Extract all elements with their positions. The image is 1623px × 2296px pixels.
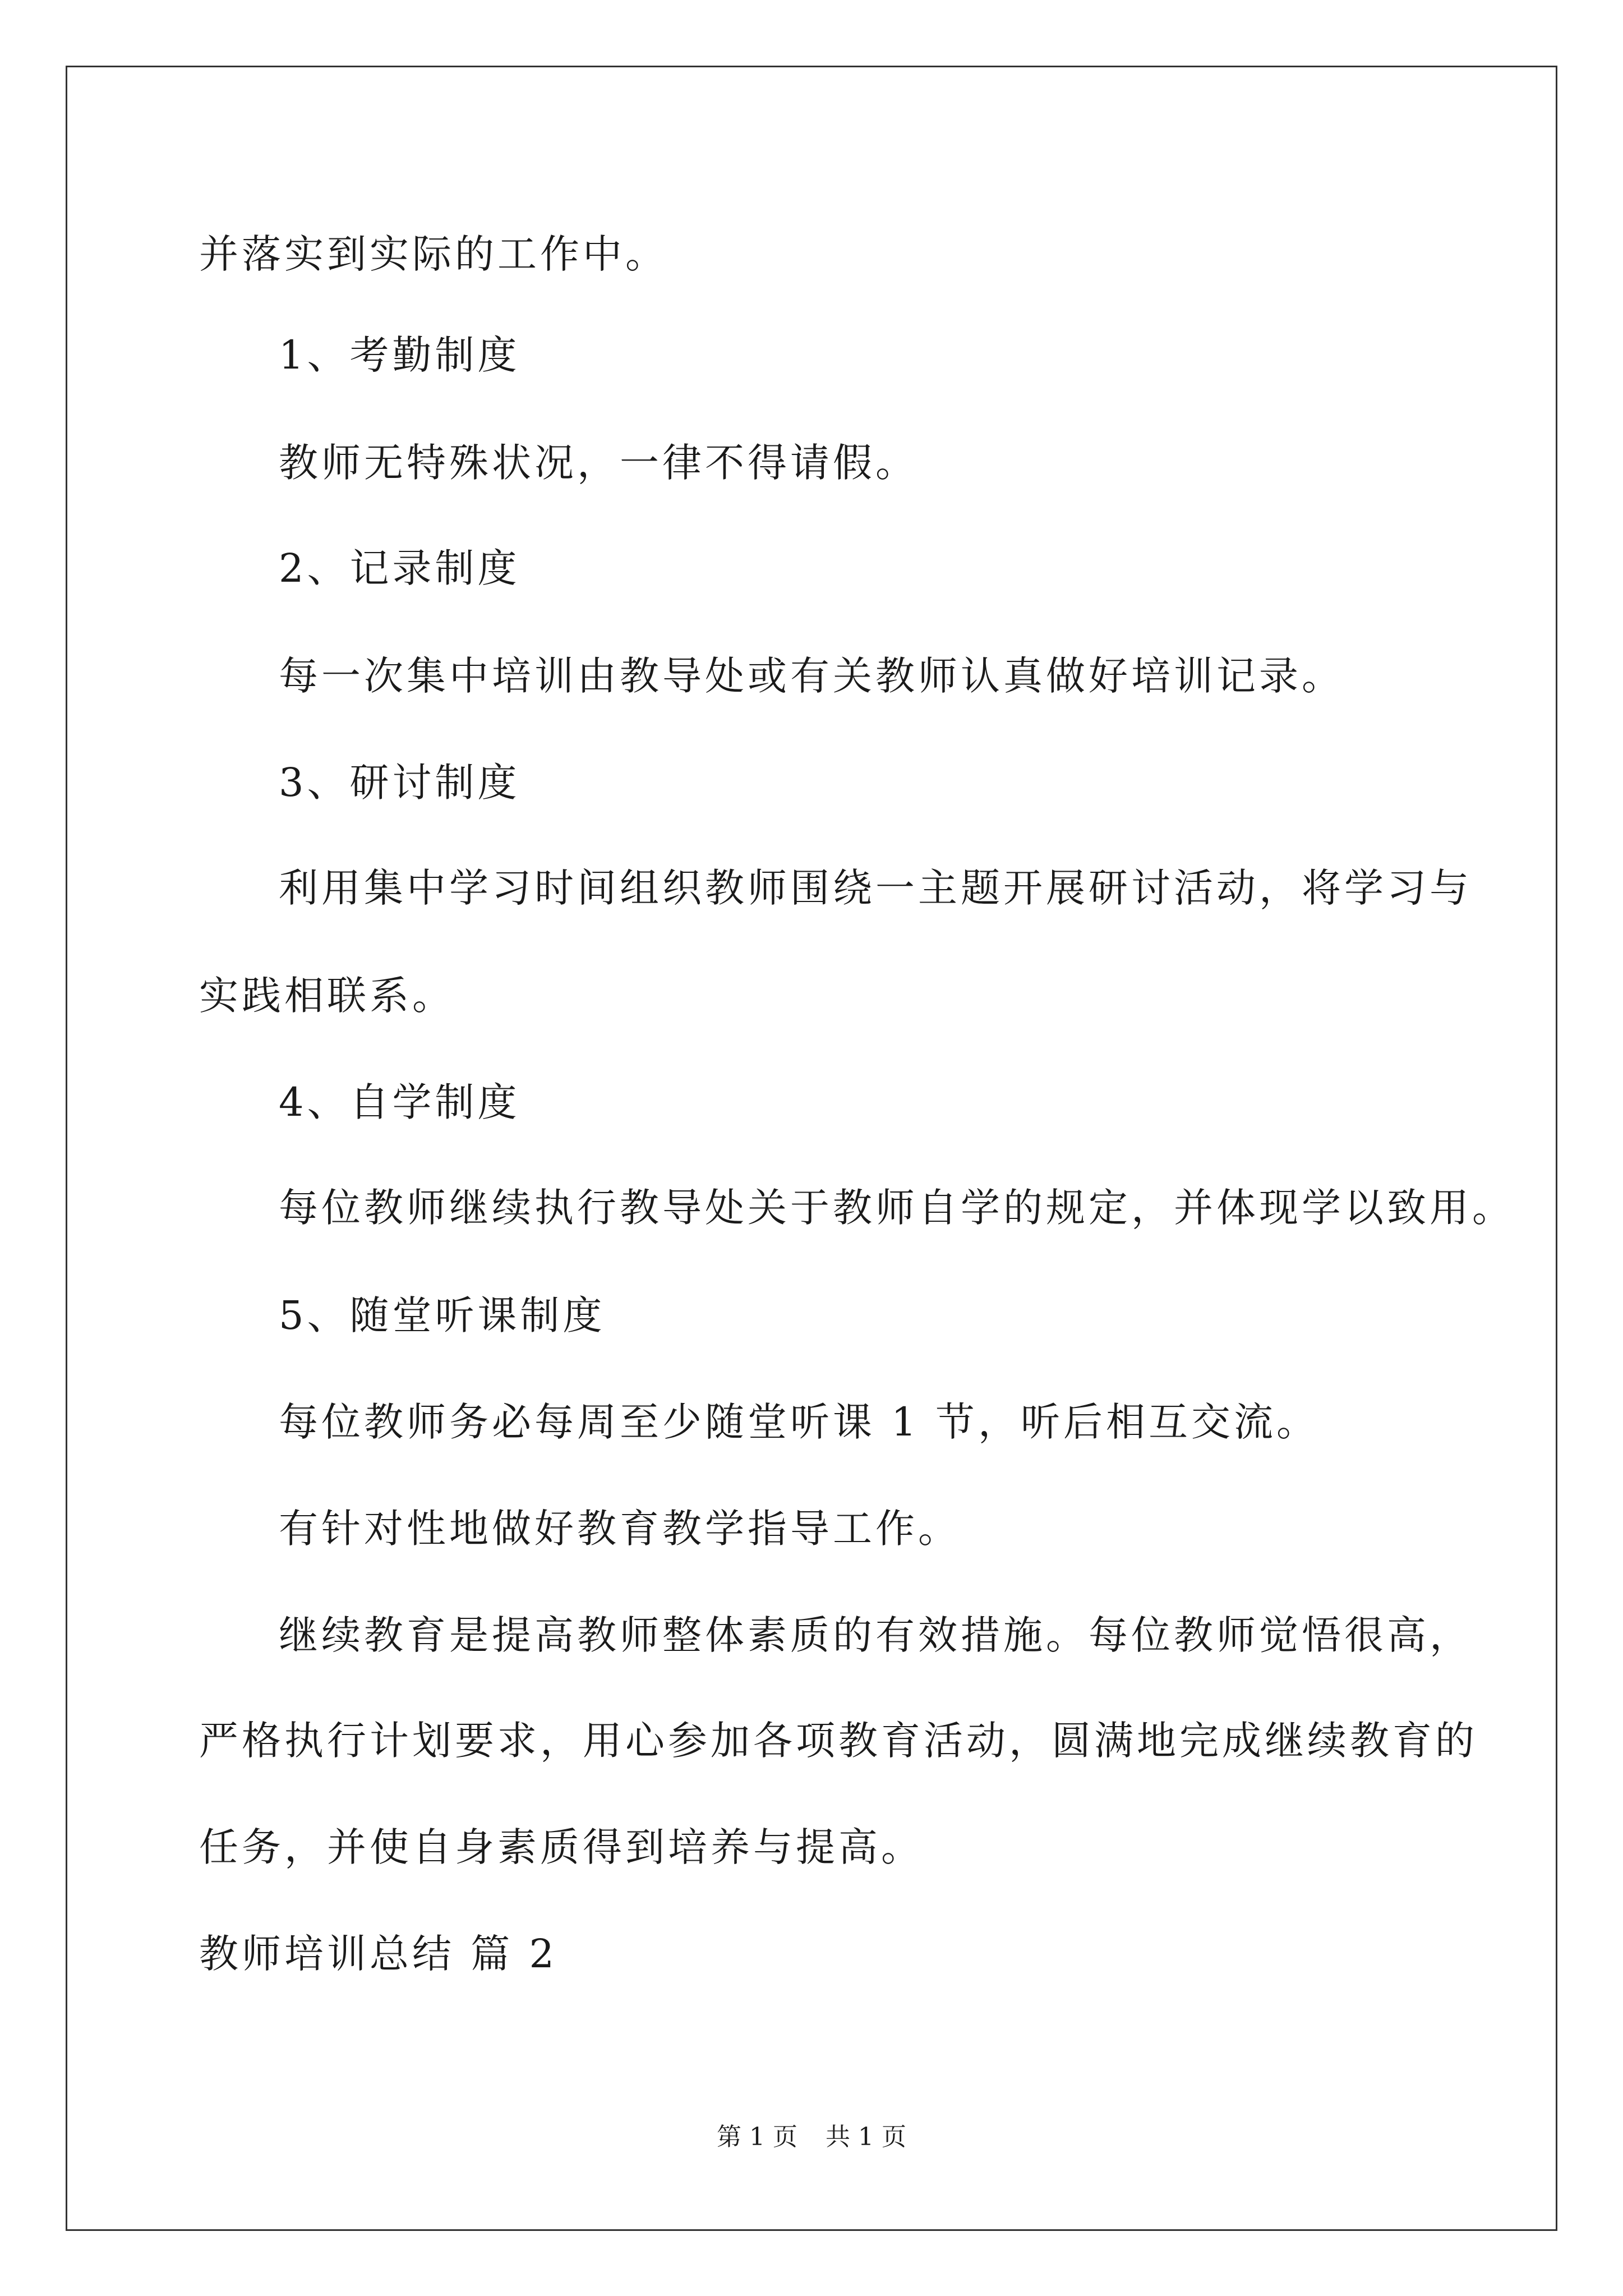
section-heading-self-study: 4、自学制度 (279, 1079, 520, 1125)
page-frame (66, 66, 1557, 2231)
paragraph-seminar-line-2: 实践相联系。 (199, 973, 455, 1019)
section-heading-records: 2、记录制度 (279, 545, 520, 591)
text-line-continuation: 并落实到实际的工作中。 (199, 231, 668, 277)
section-heading-attendance: 1、考勤制度 (279, 332, 520, 378)
section-heading-lesson-observation: 5、随堂听课制度 (279, 1292, 606, 1338)
section-heading-seminar: 3、研讨制度 (279, 760, 520, 806)
paragraph-attendance: 教师无特殊状况，一律不得请假。 (279, 440, 918, 486)
page-footer (0, 2125, 1623, 2150)
paragraph-self-study: 每位教师继续执行教导处关于教师自学的规定，并体现学以致用。 (279, 1185, 1515, 1231)
paragraph-summary-line-3: 任务，并使自身素质得到培养与提高。 (199, 1824, 924, 1870)
page-number-current: 第 1 页 (717, 2123, 797, 2151)
next-section-title: 教师培训总结 篇 2 (199, 1931, 558, 1977)
paragraph-seminar-line-1: 利用集中学习时间组织教师围绕一主题开展研讨活动，将学习与 (279, 865, 1472, 911)
paragraph-summary-line-1: 继续教育是提高教师整体素质的有效措施。每位教师觉悟很高， (279, 1612, 1472, 1658)
paragraph-summary-line-2: 严格执行计划要求，用心参加各项教育活动，圆满地完成继续教育的 (199, 1718, 1478, 1764)
paragraph-guidance: 有针对性地做好教育教学指导工作。 (279, 1506, 961, 1552)
paragraph-records: 每一次集中培训由教导处或有关教师认真做好培训记录。 (279, 653, 1344, 699)
page-number-total: 共 1 页 (826, 2123, 906, 2151)
paragraph-lesson-observation: 每位教师务必每周至少随堂听课 1 节，听后相互交流。 (279, 1399, 1320, 1445)
